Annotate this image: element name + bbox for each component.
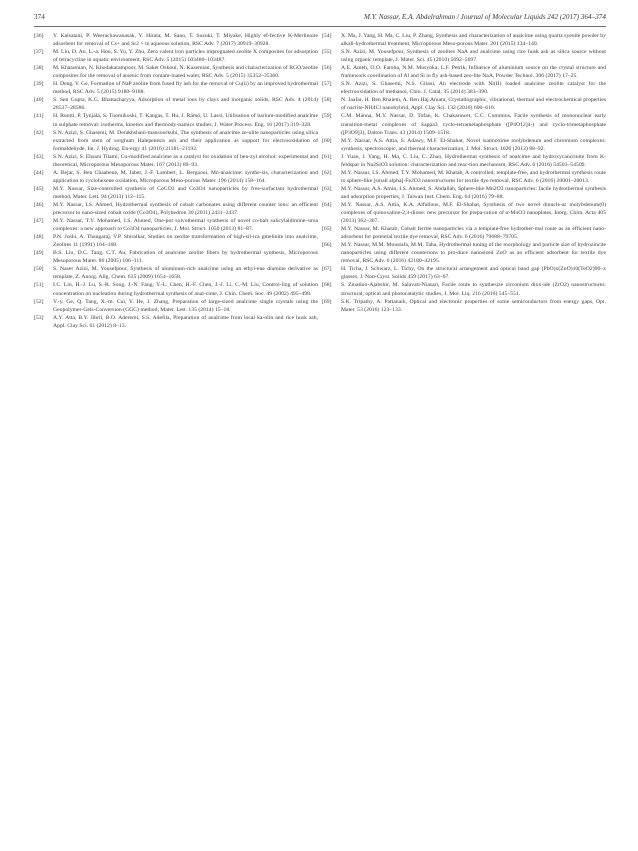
reference-text: Y.-y. Ge, Q. Tang, X.-m. Cui, Y. He, J. Zhang, Preparation of large-sized analcime single crystals using the Geopolymer-Gels-Conversion (GGC) method, Mater. Lett. 135 (2014) 15–18. bbox=[53, 298, 318, 313]
reference-item bbox=[322, 281, 606, 297]
reference-text: A.E. Ameh, O.O. Fatoba, N.M. Musyoka, L.F. Petrik, Influence of aluminium source on the crystal structure and framework coordination of Al and Si in fly ash-based zeo-lite NaA, Powder Technol. 306 (2017) 17–25. bbox=[341, 65, 606, 80]
reference-number: [47] bbox=[34, 218, 44, 225]
reference-number: [46] bbox=[34, 201, 44, 208]
reference-item bbox=[34, 48, 318, 64]
reference-item bbox=[34, 298, 318, 314]
reference-text: M.Y. Nassar, I.S. Ahmed, T.Y. Mohamed, M. Khatab, A controlled, template-free, and hydrothermal synthesis route to sphere-like [small alpha]-Fe2O3 nanostructures for textile dye removal, RSC Adv. 6 (2016) 20001–20013. bbox=[341, 169, 606, 184]
reference-item bbox=[322, 32, 606, 48]
reference-text: B.S. Liu, D.C. Tang, C.T. Au, Fabrication of analcime zeolite fibers by hydrothermal synthesis, Microporous Mesoporous Mater. 86 (2005) 106–111. bbox=[53, 250, 318, 265]
reference-item bbox=[322, 298, 606, 314]
reference-number: [64] bbox=[322, 201, 332, 208]
reference-number: [54] bbox=[322, 33, 332, 39]
reference-text: M.Y. Nassar, A.S. Attia, K.A. Alfallous, M.F. El-Shahat, Synthesis of two novel dinucle-ar molybdenum(0) complexes of quinoxaline-2,3-dione: new precursor for prepa-ration of α-MoO3 nanoplates, Inorg. Chim. Acta 405 (2013) 362–367. bbox=[341, 201, 606, 225]
reference-text: M.Y. Nassar, A.S. Attia, S. Adawy, M.F. El-Shahat, Novel isatinoxime molybdenum and chromium complexes: synthesis, spectroscopic, and thermal characterization, J. Mol. Struct. 1026 (2012) 88–92. bbox=[341, 137, 606, 152]
reference-item bbox=[322, 96, 606, 112]
reference-item bbox=[322, 265, 606, 281]
reference-item bbox=[322, 241, 606, 265]
reference-text: M.Y. Nassar, A.S. Amin, I.S. Ahmed, S. Abdallah, Sphere-like Mn2O3 nanoparticles: facile hydrothermal synthesis and adsorption properties, J. Taiwan Inst. Chem. Eng. 64 (2016) 79–88. bbox=[341, 185, 606, 200]
reference-text: S. Sen Gupta, K.G. Bhattacharyya, Adsorption of metal ions by clays and inorganic solids, RSC Adv. 4 (2014) 28537–28586. bbox=[53, 97, 318, 112]
reference-text: H. Runtti, P. Tynjälä, S. Tuomikoski, T. Kangas, T. Hu, J. Rämö, U. Lassi, Utilisation of barium-modified analcime in sulphate removal: isotherms, kinetics and thermody-namics studies, J. Water Process. Eng. 16 (2017) 319–328. bbox=[53, 113, 318, 128]
reference-text: N. Jaafar, H. Ben Rhaiem, A. Ben Haj Amara, Crystallographic, vibrational, thermal and electrochemical properties of nacrite-NH4Cl nanohybrid, Appl. Clay Sci. 132 (2016) 600–610. bbox=[341, 97, 606, 112]
references-right-column bbox=[322, 32, 606, 314]
reference-number: [43] bbox=[34, 153, 44, 160]
reference-text: S.N. Azizi, S. Ghasemi, M. Derakhshani-mansoorkuhi, The synthesis of analcime ze-olite nanoparticles using silica extracted from stem of sorghum Halepenesis ash and their application as support for electrooxidation of formaldehyde, Int. J. Hydrog. En-ergy 41 (2016) 21181–21192. bbox=[53, 129, 318, 152]
reference-text: M. Khatamian, N. Khodakarampoor, M. Saket Oskoui, N. Kazemian, Synthesis and characterization of RGO/zeolite composites for the removal of arsenic from contam-inated water, RSC Adv. 5 (2015) 35352–35360. bbox=[53, 65, 318, 80]
reference-number: [65] bbox=[322, 226, 332, 233]
reference-text: S.N. Azizi, S. Ehsani Tilami, Cu-modified analcime as a catalyst for oxidation of ben-zyl alcohol: experimental and theoretical, Microporous Mesoporous Mater. 167 (2013) 89–93. bbox=[53, 153, 318, 168]
reference-item bbox=[34, 32, 318, 48]
reference-number: [52] bbox=[34, 298, 44, 305]
reference-number: [42] bbox=[34, 129, 44, 136]
reference-number: [53] bbox=[34, 314, 44, 321]
reference-text: A. Bejar, S. Ben Chaabene, M. Jaber, J.-F. Lambert, L. Bergaoui, Mn-analcime: synthe-sis, characterization and application to cyclohexene oxidation, Microporous Meso-porous Mater. 196 (2014) 158–164. bbox=[53, 169, 318, 184]
reference-item bbox=[34, 265, 318, 281]
reference-item bbox=[322, 225, 606, 241]
running-header bbox=[34, 11, 606, 23]
reference-item bbox=[322, 48, 606, 64]
reference-item bbox=[34, 201, 318, 217]
reference-number: [49] bbox=[34, 250, 44, 257]
reference-item bbox=[322, 201, 606, 225]
reference-item bbox=[322, 185, 606, 201]
reference-number: [58] bbox=[322, 97, 332, 104]
reference-number: [57] bbox=[322, 81, 332, 88]
reference-text: J. Yuan, J. Yang, H. Ma, C. Liu, C. Zhao, Hydrothermal synthesis of analcime and hydroxycancrinite from K-feldspar in Na2SiO3 solution: characterization and reac-tion mechanism, RSC Adv. 6 (2016) 54503–54509. bbox=[341, 153, 606, 168]
reference-text: H. Deng, Y. Ge, Formation of NaP zeolite from fused fly ash for the removal of Cu(ii) by an improved hydrothermal method, RSC Adv. 5 (2015) 9180–9188. bbox=[53, 81, 318, 96]
reference-text: M.Y. Nassar, T.Y. Mohamed, I.S. Ahmed, One-pot solvothermal synthesis of novel co-balt salicylaldimine–urea complexes: a new approach to Co3O4 nanoparticles, J. Mol. Struct. 1050 (2013) 81–87. bbox=[53, 218, 318, 233]
reference-text: S.K. Tripathy, A. Pattanaik, Optical and electronic properties of some semiconductors from energy gaps, Opt. Mater. 53 (2016) 123–133. bbox=[341, 298, 606, 313]
reference-number: [51] bbox=[34, 282, 44, 289]
reference-text: S.N. Azizi, M. Yousefpour, Synthesis of zeolites NaA and analcime using rice husk ash as silica source without using organic template, J. Mater. Sci. 45 (2010) 5692–5697. bbox=[341, 49, 606, 64]
page-number: 374 bbox=[34, 13, 45, 21]
reference-number: [36] bbox=[34, 33, 44, 39]
reference-text: M.Y. Nassar, I.S. Ahmed, Hydrothermal synthesis of cobalt carbonates using different counter ions: an efficient precursor to nano-sized cobalt oxide (Co3O4), Polyhedron 30 (2011) 2431–2437. bbox=[53, 201, 318, 217]
reference-item bbox=[34, 112, 318, 128]
reference-item bbox=[322, 153, 606, 169]
reference-number: [63] bbox=[322, 185, 332, 192]
reference-item bbox=[34, 249, 318, 265]
reference-item bbox=[34, 281, 318, 297]
reference-item bbox=[34, 314, 318, 330]
reference-item bbox=[322, 112, 606, 136]
reference-number: [50] bbox=[34, 266, 44, 273]
reference-number: [67] bbox=[322, 266, 332, 273]
reference-number: [66] bbox=[322, 242, 332, 249]
reference-text: Y. Kalsatani, P. Weerachawanasak, Y. Hirata, M. Sano, T. Suzuki, T. Miyake, Highly ef-fective K-Merlinoite adsorbent for removal of Cs+ and Sr2 + in aqueous solution, RSC Adv. 7 (2017) 30919–30928. bbox=[53, 33, 318, 48]
reference-text: S.N. Azizi, S. Ghasemi, N.S. Gilani, An electrode with Ni(II) loaded analcime zeolite catalyst for the electrooxidation of methanol, Chin. J. Catal. 35 (2014) 383–390. bbox=[341, 81, 606, 96]
reference-text: C.M. Manna, M.Y. Nassar, D. Tofan, K. Chakarawet, C.C. Cummins, Facile synthesis of mononuclear early transition-metal complexes of kappa3 cyclo-tetrametaphosphate ([P4O12]4-) and cyclo-trimetaphosphate ([P3O9]3), Dalton Trans. 43 (2014) 1509–1518. bbox=[341, 113, 606, 136]
reference-number: [44] bbox=[34, 169, 44, 176]
reference-number: [59] bbox=[322, 113, 332, 120]
reference-number: [41] bbox=[34, 113, 44, 120]
reference-text: H. Ticha, J. Schwarz, L. Tichy, On the structural arrangement and optical band gap (PbO)x(ZnO)10(TeO2)90–x glasses, J. Non-Cryst. Solids 459 (2017) 63–67. bbox=[341, 266, 606, 281]
reference-item bbox=[322, 80, 606, 96]
reference-text: S. Zinatloo-Ajabshir, M. Salavati-Niasari, Facile route to synthesize zirconium diox-ide (ZrO2) nanostructures: structural, optical and photocatalytic studies, J. Mol. Liq. 216 (2016) 545–551. bbox=[341, 282, 606, 297]
reference-number: [62] bbox=[322, 169, 332, 176]
reference-item bbox=[34, 80, 318, 96]
reference-item bbox=[34, 129, 318, 153]
reference-text: M. Liu, D. An, L.-a. Hou, S. Yu, Y. Zhu, Zero valent iron particles impregnated zeolite X composites for adsorption of tetracycline in aquatic environment, RSC Adv. 5 (2015) 103480–103487. bbox=[53, 49, 318, 64]
reference-text: I.C. Lin, H.-J. Lu, S.-R. Song, J.-N. Fang, Y.-L. Chen, H.-F. Chen, J.-J. Li, C.-M. Liu, Control-ling of solution concentration on nucleation during hydrothermal synthesis of anal-cime, J. Chin. Chem. Soc. 49 (2002) 495–498. bbox=[53, 282, 318, 297]
reference-number: [68] bbox=[322, 282, 332, 289]
reference-number: [56] bbox=[322, 65, 332, 72]
reference-item bbox=[34, 169, 318, 185]
reference-number: [45] bbox=[34, 185, 44, 192]
reference-number: [60] bbox=[322, 137, 332, 144]
reference-number: [48] bbox=[34, 234, 44, 241]
reference-number: [40] bbox=[34, 97, 44, 104]
reference-item bbox=[34, 185, 318, 201]
reference-number: [61] bbox=[322, 153, 332, 160]
journal-citation: M.Y. Nassar, E.A. Abdelrahman / Journal of Molecular Liquids 242 (2017) 364–374 bbox=[364, 13, 606, 21]
reference-item bbox=[34, 153, 318, 169]
reference-text: M.Y. Nassar, Size-controlled synthesis of CoCO3 and Co3O4 nanoparticles by free-surfactant hydrothermal method, Mater. Lett. 94 (2013) 112–115. bbox=[53, 185, 318, 200]
reference-item bbox=[34, 233, 318, 249]
header-rule bbox=[34, 26, 606, 27]
reference-number: [38] bbox=[34, 65, 44, 72]
reference-item bbox=[322, 64, 606, 80]
reference-item bbox=[34, 64, 318, 80]
reference-number: [37] bbox=[34, 49, 44, 56]
reference-number: [69] bbox=[322, 298, 332, 305]
reference-text: M.Y. Nassar, M. Khatab, Cobalt ferrite nanoparticles via a template-free hydrother-mal route as an efficient nano-adsorbent for potential textile dye removal, RSC Adv. 6 (2016) 79688–79705. bbox=[341, 226, 606, 241]
references-left-column bbox=[34, 32, 318, 330]
reference-text: S. Naser Azizi, M. Yousefpour, Synthesis of aluminum-rich analcime using an ethyl-ene diamine derivative as template, Z. Anorg. Allg. Chem. 635 (2009) 1654–1658. bbox=[53, 266, 318, 281]
reference-text: A.Y. Atta, B.Y. Jibril, B.O. Aderemi, S.S. Adefila, Preparation of analcime from local ka-olin and rice husk ash, Appl. Clay Sci. 61 (2012) 8–13. bbox=[53, 314, 318, 329]
reference-item bbox=[322, 169, 606, 185]
reference-item bbox=[34, 217, 318, 233]
reference-item bbox=[322, 137, 606, 153]
reference-text: M.Y. Nassar, M.M. Moustafa, M.M. Taha, Hydrothermal tuning of the morphology and particle size of hydrozincite nanoparticles using different counterions to pro-duce nanosized ZnO as an efficient adsorbent for textile dye removal, RSC Adv. 6 (2016) 42180–42195. bbox=[341, 242, 606, 265]
reference-text: P.N. Joshi, A. Thangaraj, V.P. Shiralkar, Studies on zeolite transformation of high-sil-ica gmelinite into analcime, Zeolites 11 (1991) 164–168. bbox=[53, 234, 318, 249]
reference-text: X. Ma, J. Yang, H. Ma, C. Liu, P. Zhang, Synthesis and characterization of analcime using quartz syenite powder by alkali-hydrothermal treatment, Microporous Meso-porous Mater. 201 (2015) 134–140. bbox=[341, 33, 606, 48]
reference-number: [39] bbox=[34, 81, 44, 88]
reference-item bbox=[34, 96, 318, 112]
reference-number: [55] bbox=[322, 49, 332, 56]
